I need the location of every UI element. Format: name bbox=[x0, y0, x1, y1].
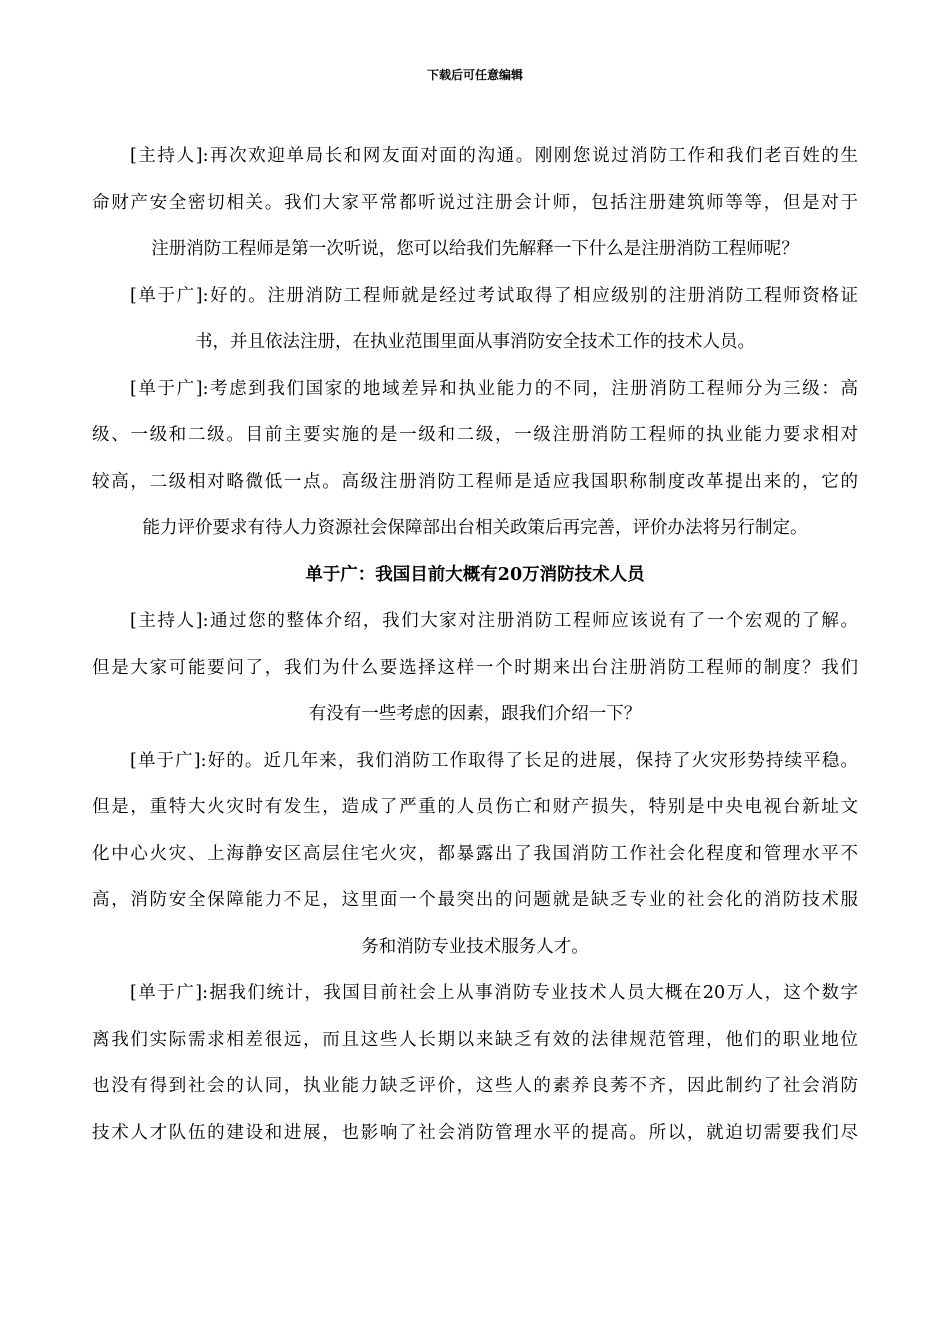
section-heading: 单于广：我国目前大概有20万消防技术人员 bbox=[305, 564, 645, 585]
paragraph-line: 书，并且依法注册，在执业范围里面从事消防安全技术工作的技术人员。 bbox=[195, 332, 755, 352]
paragraph-line: 命财产安全密切相关。我们大家平常都听说过注册会计师，包括注册建筑师等等，但是对于 bbox=[92, 192, 858, 213]
paragraph-line: [主持人]:再次欢迎单局长和网友面对面的沟通。刚刚您说过消防工作和我们老百姓的生 bbox=[130, 146, 858, 166]
paragraph-line: 级、一级和二级。目前主要实施的是一级和二级，一级注册消防工程师的执业能力要求相对 bbox=[92, 425, 858, 445]
paragraph-line: 也没有得到社会的认同，执业能力缺乏评价，这些人的素养良莠不齐，因此制约了社会消防 bbox=[92, 1076, 858, 1096]
paragraph-line: 注册消防工程师是第一次听说，您可以给我们先解释一下什么是注册消防工程师呢？ bbox=[151, 239, 799, 259]
paragraph-line: [单于广]:好的。注册消防工程师就是经过考试取得了相应级别的注册消防工程师资格证 bbox=[130, 285, 858, 306]
paragraph-line: 有没有一些考虑的因素，跟我们介绍一下？ bbox=[308, 704, 642, 724]
paragraph-line: [主持人]:通过您的整体介绍，我们大家对注册消防工程师应该说有了一个宏观的了解。 bbox=[130, 611, 858, 631]
paragraph-line: [单于广]:考虑到我们国家的地域差异和执业能力的不同，注册消防工程师分为三级：高 bbox=[130, 378, 858, 399]
paragraph-line: 务和消防专业技术服务人才。 bbox=[361, 936, 589, 957]
paragraph-line: 化中心火灾、上海静安区高层住宅火灾，都暴露出了我国消防工作社会化程度和管理水平不 bbox=[92, 843, 858, 864]
paragraph-line: [单于广]:好的。近几年来，我们消防工作取得了长足的进展，保持了火灾形势持续平稳。 bbox=[130, 750, 858, 771]
paragraph-line: 能力评价要求有待人力资源社会保障部出台相关政策后再完善，评价办法将另行制定。 bbox=[142, 518, 808, 538]
paragraph-line: 技术人才队伍的建设和进展，也影响了社会消防管理水平的提高。所以，就迫切需要我们尽 bbox=[92, 1122, 858, 1143]
paragraph-line: [单于广]:据我们统计，我国目前社会上从事消防专业技术人员大概在20万人，这个数字 bbox=[130, 983, 858, 1003]
paragraph-line: 但是，重特大火灾时有发生，造成了严重的人员伤亡和财产损失，特别是中央电视台新址文 bbox=[92, 797, 858, 817]
paragraph-line: 但是大家可能要问了，我们为什么要选择这样一个时期来出台注册消防工程师的制度？我们 bbox=[92, 657, 858, 678]
paragraph-line: 离我们实际需求相差很远，而且这些人长期以来缺乏有效的法律规范管理，他们的职业地位 bbox=[92, 1029, 858, 1050]
paragraph-line: 较高，二级相对略微低一点。高级注册消防工程师是适应我国职称制度改革提出来的，它的 bbox=[92, 471, 858, 492]
document-body bbox=[92, 140, 858, 1163]
paragraph-line: 高，消防安全保障能力不足，这里面一个最突出的问题就是缺乏专业的社会化的消防技术服 bbox=[92, 890, 858, 910]
page-header: 下载后可任意编辑 bbox=[426, 68, 523, 82]
